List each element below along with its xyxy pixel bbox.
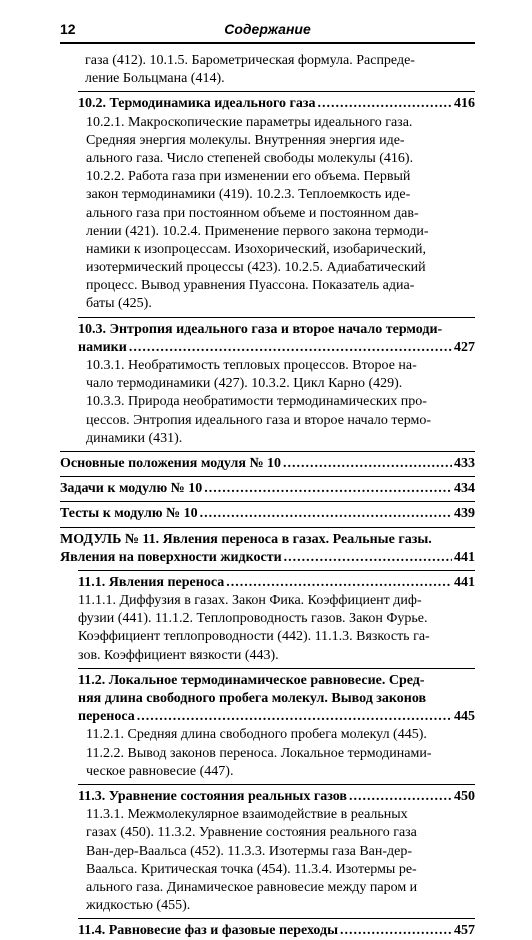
toc-section-title: переноса (78, 709, 135, 725)
toc-text-line: жидкостью (455). (86, 898, 191, 914)
toc-text-line: процесс. Вывод уравнения Пуассона. Показатель адиа- (86, 278, 415, 294)
toc-entry-11-1[interactable] (60, 574, 475, 665)
toc-text-line: зов. Коэффициент вязкости (443). (78, 647, 279, 663)
toc-module-title: МОДУЛЬ № 11. Явления переноса в газах. Реальные газы. (60, 531, 432, 547)
toc-text-line: Ван-дер-Ваальса (452). 11.3.3. Изотермы газа Ван-дер- (86, 843, 413, 859)
toc-text-line: фузии (441). 11.1.2. Теплопроводность газов. Закон Фурье. (78, 611, 428, 627)
divider (78, 91, 475, 92)
toc-section-title: 11.1. Явления переноса (78, 574, 225, 590)
leader-dots (129, 339, 452, 357)
toc-text-line: намики к изопроцессам. Изохорический, изобарический, (86, 241, 426, 257)
toc-text-line: чало термодинамики (427). 10.3.2. Цикл Карно (429). (86, 376, 403, 392)
toc-entry-10-2[interactable] (60, 95, 475, 313)
toc-section-title: 11.2. Локальное термодинамическое равновесие. Сред- (78, 672, 425, 688)
toc-text-line: лении (421). 10.2.4. Применение первого закона термоди- (86, 223, 429, 239)
toc-text-line: 10.3.1. Необратимость тепловых процессов. Второе на- (86, 358, 417, 373)
toc-page-number: 427 (454, 339, 475, 355)
toc-page-number: 450 (454, 788, 475, 804)
toc-page-number: 416 (454, 96, 475, 112)
toc-section-title: Задачи к модулю № 10 (60, 481, 203, 497)
toc-section-title: 10.3. Энтропия идеального газа и второе начало термоди- (78, 321, 443, 337)
toc-text-line: Средняя энергия молекулы. Внутренняя энергия иде- (86, 132, 405, 148)
divider (78, 317, 475, 318)
toc-entry-main-points[interactable] (60, 455, 475, 473)
leader-dots (318, 95, 452, 113)
leader-dots (226, 574, 452, 592)
divider (60, 527, 475, 528)
toc-text-line: баты (425). (86, 296, 152, 312)
leader-dots (283, 455, 452, 473)
toc-text-line: ального газа. Динамическое равновесие между паром и (86, 879, 418, 895)
toc-section-title: намики (78, 339, 127, 355)
toc-text-line: Коэффициент теплопроводности (442). 11.1.3. Вязкость га- (78, 629, 430, 645)
toc-text-line: 10.2.2. Работа газа при изменении его объема. Первый (86, 169, 411, 185)
toc-text-line: закон термодинамики (419). 10.2.3. Теплоемкость иде- (86, 187, 411, 203)
toc-section-title: 11.3. Уравнение состояния реальных газов (78, 788, 347, 804)
toc-text-line: ление Больцмана (414). (85, 71, 225, 87)
toc-text-line: цессов. Энтропия идеального газа и второе начало термо- (86, 412, 432, 428)
toc-section-title: няя длина свободного пробега молекул. Вывод законов (78, 691, 427, 706)
table-of-contents (60, 52, 475, 940)
toc-page-number: 441 (454, 549, 475, 565)
toc-page-number: 434 (454, 481, 475, 497)
leader-dots (137, 708, 452, 726)
toc-text-line: 11.1.1. Диффузия в газах. Закон Фика. Коэффициент диф- (78, 593, 422, 609)
divider (60, 476, 475, 477)
divider (78, 784, 475, 785)
divider (78, 668, 475, 669)
toc-text-line: Ваальса. Критическая точка (454). 11.3.4. Изотермы ре- (86, 861, 417, 877)
toc-page-number: 433 (454, 455, 475, 471)
toc-text-line: 11.2.1. Средняя длина свободного пробега молекул (445). (86, 727, 427, 743)
divider (60, 451, 475, 452)
divider (78, 918, 475, 919)
toc-text-line: изотермический процессы (423). 10.2.5. Адиабатический (86, 260, 426, 276)
leader-dots (204, 480, 452, 498)
toc-text-line: 11.3.1. Межмолекулярное взаимодействие в реальных (86, 807, 408, 823)
toc-entry-module-11[interactable] (60, 531, 475, 567)
toc-module-title: Явления на поверхности жидкости (60, 549, 282, 565)
toc-text-line: ального газа при постоянном объеме и постоянном дав- (86, 205, 419, 221)
toc-text-line: динамики (431). (86, 430, 183, 446)
toc-section-title: 11.4. Равновесие фаз и фазовые переходы (78, 923, 339, 939)
toc-text-line: ческое равновесие (447). (86, 763, 234, 779)
toc-entry-10-3[interactable] (60, 321, 475, 448)
toc-section-title: 10.2. Термодинамика идеального газа (78, 96, 316, 112)
toc-section-title: Тесты к модулю № 10 (60, 506, 198, 522)
toc-page-number: 445 (454, 709, 475, 725)
toc-entry-problems[interactable] (60, 480, 475, 498)
toc-text-line: 10.2.1. Макроскопические параметры идеального газа. (86, 114, 413, 130)
toc-page-number: 457 (454, 923, 475, 939)
toc-text-line: 10.3.3. Природа необратимости термодинамических про- (86, 394, 427, 410)
toc-text-line: газах (450). 11.3.2. Уравнение состояния реального газа (86, 825, 417, 841)
toc-entry-11-2[interactable] (60, 672, 475, 781)
toc-page-number: 441 (454, 574, 475, 590)
divider (78, 570, 475, 571)
toc-text-line: ального газа. Число степеней свободы молекулы (416). (86, 150, 414, 166)
toc-entry-tests[interactable] (60, 505, 475, 523)
leader-dots (349, 788, 452, 806)
toc-text-line: газа (412). 10.1.5. Барометрическая формула. Распреде- (85, 53, 415, 68)
running-header (60, 20, 475, 44)
leader-dots (340, 922, 452, 940)
leader-dots (284, 549, 452, 567)
leader-dots (200, 505, 452, 523)
toc-page-number: 439 (454, 506, 475, 522)
toc-section-title: Основные положения модуля № 10 (60, 455, 282, 471)
page-number: 12 (60, 21, 76, 37)
toc-entry-11-4[interactable] (60, 922, 475, 940)
toc-entry-11-3[interactable] (60, 788, 475, 915)
divider (60, 501, 475, 502)
toc-subitems-10-1-continued (60, 52, 475, 88)
header-title: Содержание (224, 21, 311, 37)
toc-text-line: 11.2.2. Вывод законов переноса. Локальное термодинами- (86, 745, 432, 761)
